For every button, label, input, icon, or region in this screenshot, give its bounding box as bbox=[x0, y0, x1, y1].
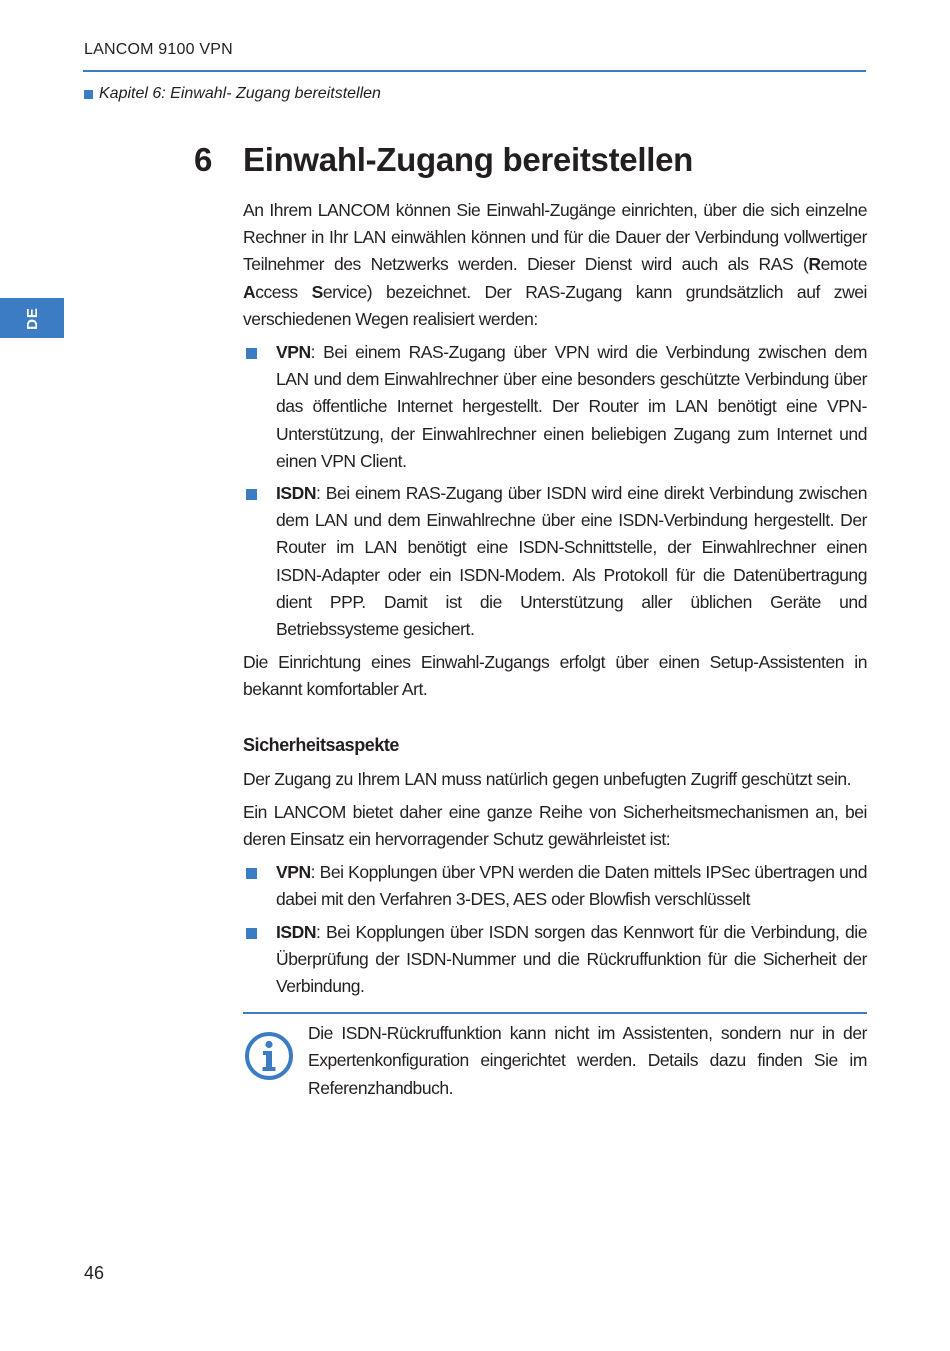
info-note bbox=[243, 1012, 867, 1102]
list-item: ISDN: Bei Kopplungen über ISDN sorgen das Kennwort für die Verbindung, die Überprüfung der ISDN-Nummer und die Rückruffunktion für die Sicherheit der Verbindung. bbox=[243, 919, 867, 1001]
security-list bbox=[243, 859, 867, 1000]
info-icon bbox=[243, 1030, 295, 1082]
main-content bbox=[243, 197, 867, 1102]
security-paragraph-2: Ein LANCOM bietet daher eine ganze Reihe von Sicherheitsmechanismen an, bei deren Einsatz ein hervorragender Schutz gewährleistet ist: bbox=[243, 801, 867, 850]
list-item: VPN: Bei Kopplungen über VPN werden die Daten mittels IPSec übertragen und dabei mit den Verfahren 3-DES, AES oder Blowfish verschlüsselt bbox=[243, 859, 867, 913]
note-text: Die ISDN-Rückruffunktion kann nicht im Assistenten, sondern nur in der Expertenkonfiguration eingerichtet werden. Details dazu finden Sie im Referenzhandbuch. bbox=[308, 1023, 867, 1098]
section-heading: Sicherheitsaspekte bbox=[243, 734, 399, 755]
security-paragraph-1: Der Zugang zu Ihrem LAN muss natürlich gegen unbefugten Zugriff geschützt sein. bbox=[243, 768, 852, 789]
header-rule bbox=[83, 70, 866, 72]
language-tab bbox=[0, 298, 64, 338]
access-methods-list bbox=[243, 339, 867, 643]
bullet-square-icon bbox=[246, 928, 257, 939]
bullet-square-icon bbox=[246, 348, 257, 359]
list-item: VPN: Bei einem RAS-Zugang über VPN wird die Verbindung zwischen dem LAN und dem Einwahlrechner über eine besonders geschützte Verbindung über das öffentliche Internet hergestellt. Der Router im LAN benötigt eine VPN-Unterstützung, der Einwahlrechner einen beliebigen Zugang zum Internet und einen VPN Client. bbox=[243, 339, 867, 475]
bullet-square-icon bbox=[84, 90, 93, 99]
header-title: LANCOM 9100 VPN bbox=[84, 41, 233, 58]
setup-paragraph: Die Einrichtung eines Einwahl-Zugangs erfolgt über einen Setup-Assistenten in bekannt komfortabler Art. bbox=[243, 652, 867, 700]
chapter-title: Einwahl-Zugang bereitstellen bbox=[243, 141, 693, 178]
breadcrumb bbox=[84, 85, 381, 103]
list-item: ISDN: Bei einem RAS-Zugang über ISDN wird eine direkt Verbindung zwischen dem LAN und dem Einwahlrechne über eine ISDN-Verbindung hergestellt. Der Router im LAN benötigt eine ISDN-Schnittstelle, der Einwahlrechner einen ISDN-Adapter oder ein ISDN-Modem. Als Protokoll für die Datenübertragung dient PPP. Damit ist die Unterstützung aller üblichen Geräte und Betriebssysteme gesichert. bbox=[243, 480, 867, 643]
page-number: 46 bbox=[84, 1263, 105, 1283]
breadcrumb-text: Kapitel 6: Einwahl- Zugang bereitstellen bbox=[99, 85, 381, 102]
language-tab-label: DE bbox=[23, 306, 41, 330]
bullet-square-icon bbox=[246, 489, 257, 500]
bullet-square-icon bbox=[246, 868, 257, 879]
chapter-number: 6 bbox=[194, 141, 213, 178]
intro-paragraph: An Ihrem LANCOM können Sie Einwahl-Zugänge einrichten, über die sich einzelne Rechner in Ihr LAN einwählen können und für die Dauer der Verbindung vollwertiger Teilnehmer des Netzwerks werden. Dieser Dienst wird auch als RAS (Remote Access Service) bezeichnet. Der RAS-Zugang kann grundsätzlich auf zwei verschiedenen Wegen realisiert werden: bbox=[243, 200, 867, 329]
